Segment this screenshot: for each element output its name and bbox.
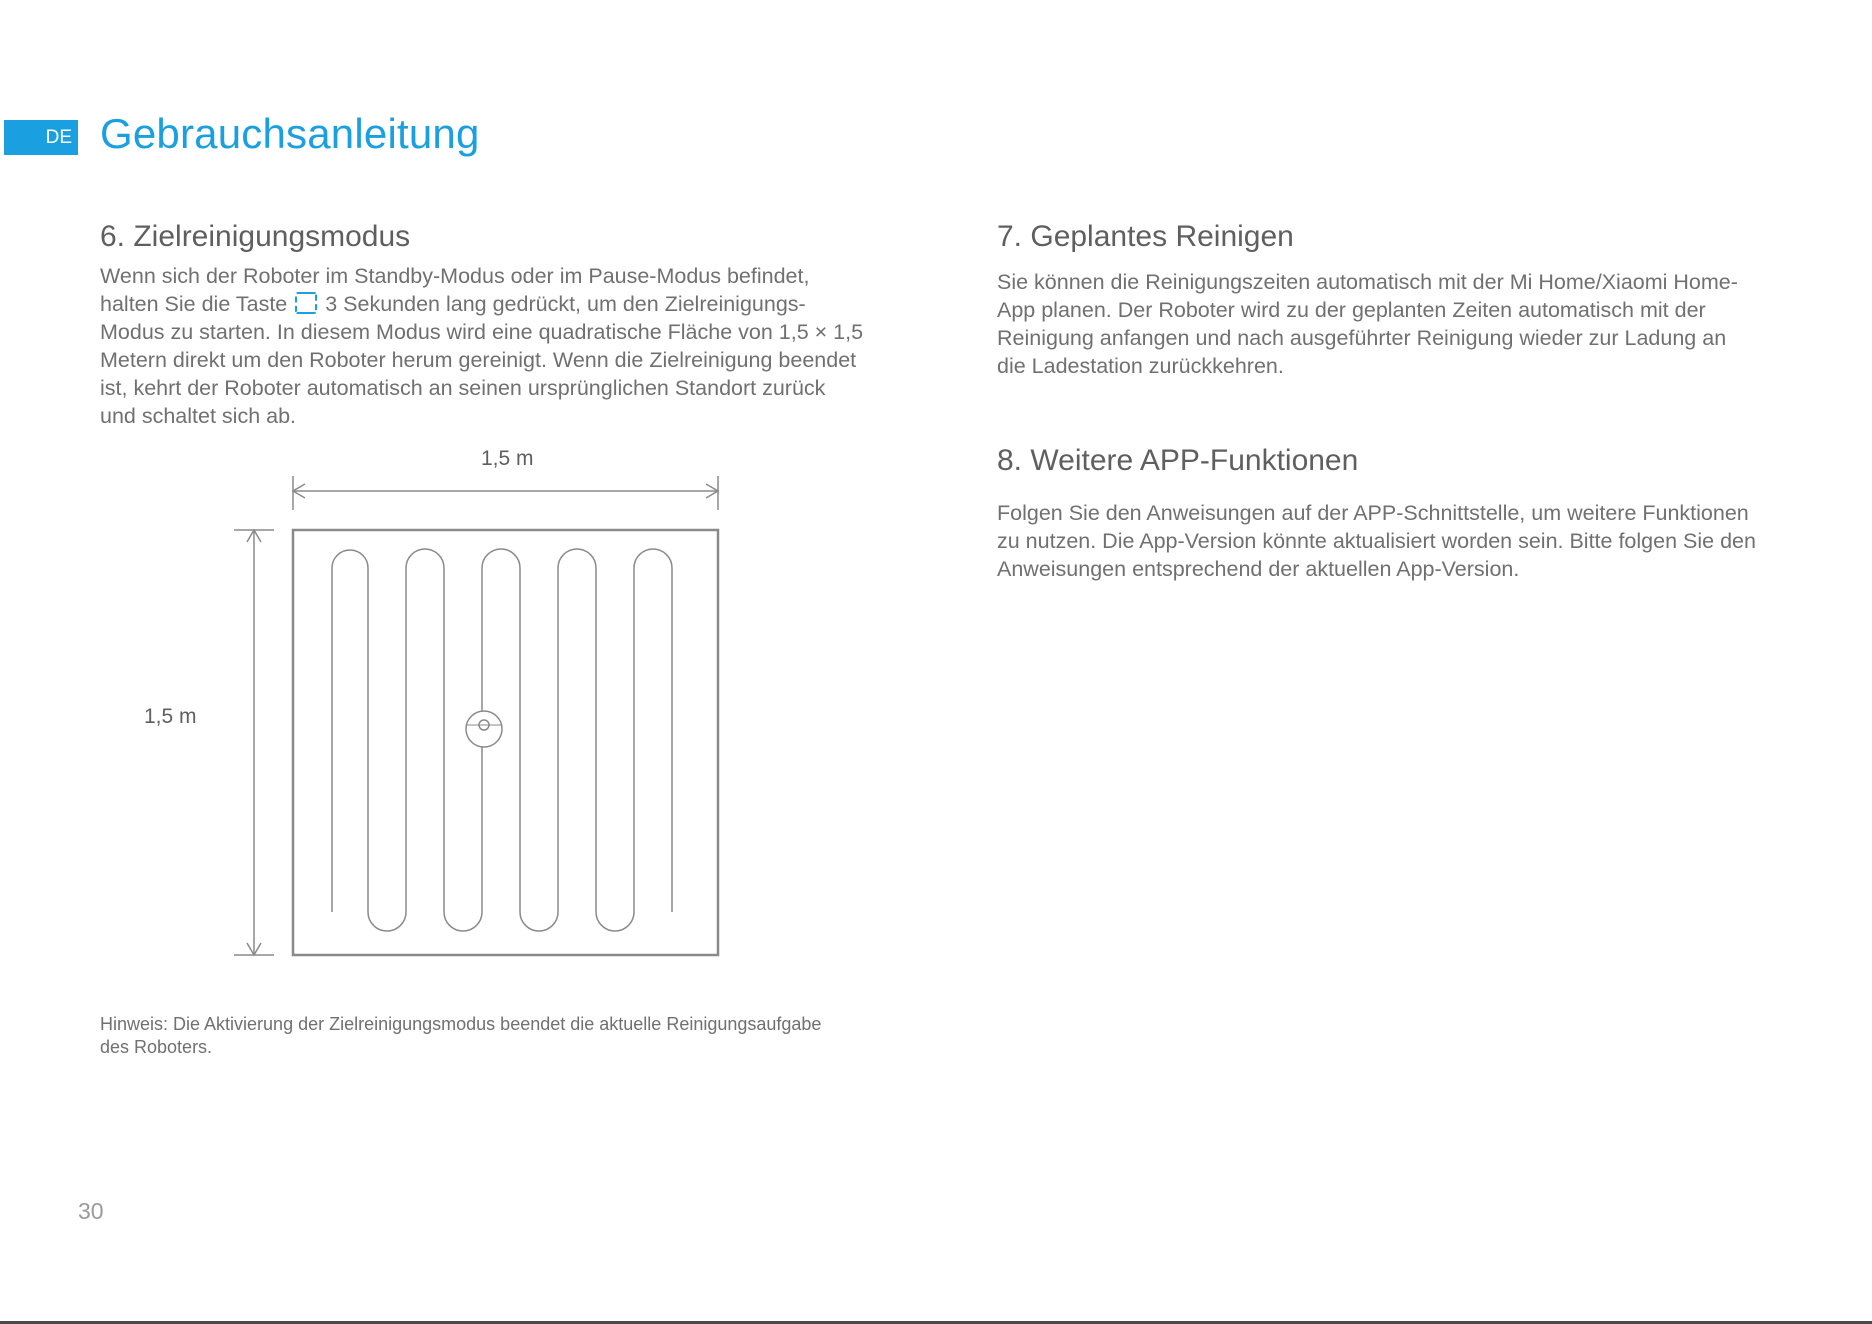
section-8-heading: 8. Weitere APP-Funktionen [997, 444, 1359, 477]
page-title: Gebrauchsanleitung [100, 110, 480, 157]
note-line: des Roboters. [100, 1037, 213, 1057]
section-6-line [100, 290, 920, 318]
diagram-height-label: 1,5 m [144, 705, 197, 728]
note-line: Hinweis: Die Aktivierung der Zielreinigungsmodus beendet die aktuelle Reinigungsaufgabe [100, 1014, 822, 1034]
section-6-line: und schaltet sich ab. [100, 404, 297, 428]
section-7-heading: 7. Geplantes Reinigen [997, 220, 1294, 253]
section-6-line-part: halten Sie die Taste [100, 292, 288, 316]
section-6-note [100, 1013, 920, 1059]
section-7-line: die Ladestation zurückkehren. [997, 354, 1284, 378]
diagram-width-label: 1,5 m [481, 447, 534, 470]
section-8-line: Folgen Sie den Anweisungen auf der APP-Schnittstelle, um weitere Funktionen [997, 501, 1749, 525]
robot-icon [466, 711, 502, 747]
section-6-line: Metern direkt um den Roboter herum gereinigt. Wenn die Zielreinigung beendet [100, 348, 857, 372]
section-6-line-part: 3 Sekunden lang gedrückt, um den Zielreinigungs- [325, 292, 806, 316]
section-8-line: zu nutzen. Die App-Version könnte aktualisiert worden sein. Bitte folgen Sie den [997, 529, 1756, 553]
section-8-paragraph [997, 499, 1817, 583]
section-6-paragraph [100, 262, 920, 430]
spot-clean-button-icon [295, 292, 317, 314]
section-6-line: Modus zu starten. In diesem Modus wird eine quadratische Fläche von 1,5 × 1,5 [100, 320, 864, 344]
section-6-heading: 6. Zielreinigungsmodus [100, 220, 411, 253]
section-7-line: Sie können die Reinigungszeiten automatisch mit der Mi Home/Xiaomi Home- [997, 270, 1738, 294]
section-7-line: App planen. Der Roboter wird zu der geplanten Zeiten automatisch mit der [997, 298, 1706, 322]
spot-cleaning-diagram [230, 470, 730, 960]
cleaning-area-square [293, 530, 718, 955]
section-6-line: ist, kehrt der Roboter automatisch an seinen ursprünglichen Standort zurück [100, 376, 826, 400]
page-number: 30 [78, 1198, 104, 1224]
section-6-line: Wenn sich der Roboter im Standby-Modus oder im Pause-Modus befindet, [100, 264, 810, 288]
section-8-line: Anweisungen entsprechend der aktuellen App-Version. [997, 557, 1520, 581]
section-7-line: Reinigung anfangen und nach ausgeführter Reinigung wieder zur Ladung an [997, 326, 1727, 350]
cleaning-path [332, 549, 672, 931]
language-badge: DE [4, 120, 78, 155]
section-7-paragraph [997, 268, 1817, 380]
